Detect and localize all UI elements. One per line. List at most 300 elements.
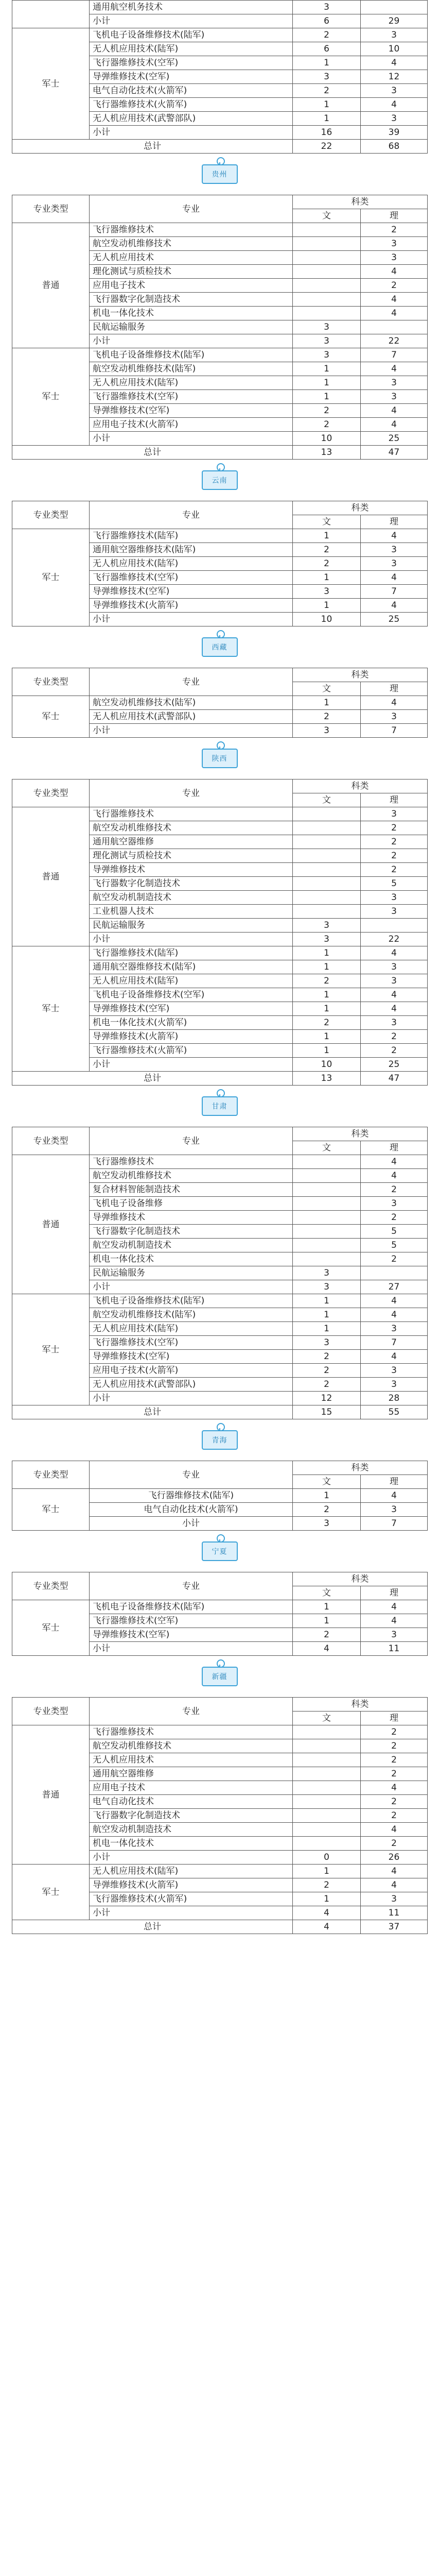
- li-cell: 2: [361, 1030, 428, 1044]
- li-cell: 4: [361, 1489, 428, 1503]
- wen-cell: [293, 223, 361, 237]
- li-cell: 2: [361, 1795, 428, 1809]
- li-cell: 3: [361, 891, 428, 905]
- table-row: [12, 223, 428, 237]
- wen-cell: [293, 1225, 361, 1239]
- wen-cell: 3: [293, 1336, 361, 1350]
- wen-cell: 10: [293, 613, 361, 626]
- table-row: [12, 348, 428, 362]
- li-cell: 7: [361, 724, 428, 738]
- wen-cell: [293, 1823, 361, 1837]
- province-banner: [0, 738, 439, 779]
- major-type-cell: [12, 1, 90, 28]
- li-cell: 11: [361, 1642, 428, 1656]
- header-subject: 科类: [293, 1698, 428, 1711]
- total-wen: 15: [293, 1405, 361, 1419]
- wen-cell: 2: [293, 710, 361, 724]
- wen-cell: 4: [293, 1642, 361, 1656]
- table-row: [12, 946, 428, 960]
- total-label: 总计: [12, 140, 293, 154]
- major-cell: 飞机电子设备维修技术(空军): [90, 988, 293, 1002]
- wen-cell: [293, 849, 361, 863]
- major-cell: 机电一体化技术: [90, 1252, 293, 1266]
- li-cell: 22: [361, 334, 428, 348]
- major-cell: 导弹维修技术(空军): [90, 1350, 293, 1364]
- major-cell: 飞机电子设备维修技术(陆军): [90, 1294, 293, 1308]
- total-label: 总计: [12, 1920, 293, 1934]
- wen-cell: [293, 1739, 361, 1753]
- wen-cell: 1: [293, 599, 361, 613]
- wen-cell: 2: [293, 28, 361, 42]
- major-type-cell: 军士: [12, 1294, 90, 1405]
- major-type-cell: 普通: [12, 1155, 90, 1294]
- subtotal-label: 小计: [90, 1392, 293, 1405]
- major-cell: 导弹维修技术(空军): [90, 404, 293, 418]
- major-cell: 飞机电子设备维修: [90, 1197, 293, 1211]
- li-cell: 3: [361, 1364, 428, 1378]
- wen-cell: [293, 1183, 361, 1197]
- wen-cell: 1: [293, 1030, 361, 1044]
- li-cell: 4: [361, 1781, 428, 1795]
- wen-cell: 4: [293, 1906, 361, 1920]
- plan-table: [12, 1127, 428, 1419]
- province-tag-icon: 西藏: [202, 637, 238, 657]
- header-subject: 科类: [293, 1572, 428, 1586]
- li-cell: 3: [361, 112, 428, 126]
- wen-cell: 3: [293, 348, 361, 362]
- table-row: [12, 1600, 428, 1614]
- header-row: [12, 668, 428, 682]
- li-cell: 2: [361, 1837, 428, 1851]
- major-cell: 机电一体化技术(火箭军): [90, 1016, 293, 1030]
- plan-table: [12, 668, 428, 738]
- province-banner: [0, 1419, 439, 1461]
- major-type-cell: 军士: [12, 1865, 90, 1920]
- li-cell: 2: [361, 1725, 428, 1739]
- major-cell: 飞行器数字化制造技术: [90, 1225, 293, 1239]
- major-cell: 飞行器数字化制造技术: [90, 877, 293, 891]
- wen-cell: 1: [293, 960, 361, 974]
- header-row: [12, 1461, 428, 1475]
- total-row: [12, 1405, 428, 1419]
- major-cell: 飞行器维修技术(火箭军): [90, 98, 293, 112]
- wen-cell: 2: [293, 1503, 361, 1517]
- wen-cell: [293, 821, 361, 835]
- table-row: [12, 807, 428, 821]
- major-cell: 工业机器人技术: [90, 905, 293, 919]
- province-tag-icon: 宁夏: [202, 1541, 238, 1561]
- wen-cell: 1: [293, 1892, 361, 1906]
- wen-cell: 3: [293, 1517, 361, 1531]
- li-cell: 26: [361, 1851, 428, 1865]
- wen-cell: 2: [293, 1378, 361, 1392]
- li-cell: 4: [361, 1823, 428, 1837]
- header-type: 专业类型: [12, 1698, 90, 1725]
- major-cell: 导弹维修技术: [90, 863, 293, 877]
- wen-cell: [293, 279, 361, 293]
- wen-cell: [293, 863, 361, 877]
- wen-cell: 1: [293, 988, 361, 1002]
- subtotal-label: 小计: [90, 432, 293, 446]
- wen-cell: 1: [293, 1600, 361, 1614]
- li-cell: 7: [361, 348, 428, 362]
- major-cell: 飞行器维修技术(陆军): [90, 946, 293, 960]
- li-cell: 2: [361, 835, 428, 849]
- subtotal-label: 小计: [90, 1280, 293, 1294]
- major-type-cell: 军士: [12, 28, 90, 140]
- major-cell: 通用航空器维修技术(陆军): [90, 960, 293, 974]
- wen-cell: 3: [293, 724, 361, 738]
- li-cell: 4: [361, 1878, 428, 1892]
- subtotal-label: 小计: [90, 613, 293, 626]
- wen-cell: [293, 251, 361, 265]
- wen-cell: 1: [293, 1044, 361, 1058]
- province-banner: [0, 154, 439, 195]
- plan-table: [12, 195, 428, 460]
- major-cell: 电气自动化技术(火箭军): [90, 1503, 293, 1517]
- wen-cell: 1: [293, 362, 361, 376]
- header-li: 理: [361, 1711, 428, 1725]
- li-cell: 4: [361, 1614, 428, 1628]
- wen-cell: [293, 1239, 361, 1252]
- total-label: 总计: [12, 1072, 293, 1086]
- li-cell: 2: [361, 1211, 428, 1225]
- li-cell: 4: [361, 404, 428, 418]
- header-major: 专业: [90, 1572, 293, 1600]
- li-cell: 4: [361, 418, 428, 432]
- header-major: 专业: [90, 1127, 293, 1155]
- major-cell: 应用电子技术: [90, 279, 293, 293]
- major-cell: 航空发动机维修技术: [90, 237, 293, 251]
- li-cell: 2: [361, 279, 428, 293]
- major-cell: 导弹维修技术(火箭军): [90, 1878, 293, 1892]
- wen-cell: 6: [293, 14, 361, 28]
- wen-cell: 12: [293, 1392, 361, 1405]
- major-cell: 民航运输服务: [90, 320, 293, 334]
- wen-cell: 2: [293, 84, 361, 98]
- major-cell: 复合材料智能制造技术: [90, 1183, 293, 1197]
- wen-cell: 2: [293, 1628, 361, 1642]
- li-cell: [361, 1, 428, 14]
- major-cell: 无人机应用技术(陆军): [90, 1865, 293, 1878]
- major-cell: 航空发动机维修技术(陆军): [90, 696, 293, 710]
- total-wen: 4: [293, 1920, 361, 1934]
- header-major: 专业: [90, 1461, 293, 1489]
- li-cell: 11: [361, 1906, 428, 1920]
- table-row: [12, 1155, 428, 1169]
- wen-cell: [293, 1252, 361, 1266]
- major-cell: 航空发动机维修技术: [90, 821, 293, 835]
- major-cell: 通用航空器维修技术(陆军): [90, 543, 293, 557]
- li-cell: 5: [361, 877, 428, 891]
- li-cell: 7: [361, 585, 428, 599]
- li-cell: 2: [361, 1044, 428, 1058]
- header-wen: 文: [293, 793, 361, 807]
- header-row: [12, 779, 428, 793]
- li-cell: 3: [361, 1378, 428, 1392]
- wen-cell: 3: [293, 334, 361, 348]
- li-cell: 4: [361, 1002, 428, 1016]
- li-cell: 25: [361, 1058, 428, 1072]
- header-wen: 文: [293, 209, 361, 223]
- header-row: [12, 1698, 428, 1711]
- province-banner: [0, 460, 439, 501]
- wen-cell: 3: [293, 1, 361, 14]
- province-banner: [0, 1531, 439, 1572]
- li-cell: 4: [361, 293, 428, 307]
- li-cell: 2: [361, 849, 428, 863]
- wen-cell: [293, 1211, 361, 1225]
- li-cell: 3: [361, 390, 428, 404]
- major-type-cell: 军士: [12, 529, 90, 626]
- wen-cell: [293, 1197, 361, 1211]
- province-banner: [0, 1656, 439, 1697]
- major-type-cell: 军士: [12, 696, 90, 738]
- wen-cell: [293, 1725, 361, 1739]
- subtotal-label: 小计: [90, 334, 293, 348]
- wen-cell: 2: [293, 557, 361, 571]
- li-cell: 2: [361, 863, 428, 877]
- table-row: [12, 28, 428, 42]
- header-row: [12, 1572, 428, 1586]
- major-cell: 无人机应用技术(武警部队): [90, 1378, 293, 1392]
- table-row: [12, 1725, 428, 1739]
- total-li: 47: [361, 446, 428, 460]
- li-cell: 3: [361, 376, 428, 390]
- major-cell: 导弹维修技术(空军): [90, 585, 293, 599]
- wen-cell: 2: [293, 1364, 361, 1378]
- header-type: 专业类型: [12, 668, 90, 696]
- wen-cell: 10: [293, 1058, 361, 1072]
- wen-cell: [293, 265, 361, 279]
- header-type: 专业类型: [12, 779, 90, 807]
- major-cell: 飞行器数字化制造技术: [90, 1809, 293, 1823]
- subtotal-label: 小计: [90, 933, 293, 946]
- wen-cell: 6: [293, 42, 361, 56]
- li-cell: 3: [361, 251, 428, 265]
- wen-cell: 2: [293, 418, 361, 432]
- major-cell: 飞行器维修技术(陆军): [90, 529, 293, 543]
- province-tag-icon: 甘肃: [202, 1096, 238, 1116]
- li-cell: 29: [361, 14, 428, 28]
- major-cell: 航空发动机制造技术: [90, 1823, 293, 1837]
- li-cell: 4: [361, 1865, 428, 1878]
- total-label: 总计: [12, 1405, 293, 1419]
- header-major: 专业: [90, 668, 293, 696]
- header-wen: 文: [293, 1475, 361, 1489]
- wen-cell: [293, 1753, 361, 1767]
- li-cell: 2: [361, 1809, 428, 1823]
- li-cell: 27: [361, 1280, 428, 1294]
- major-cell: 通用航空器维修: [90, 1767, 293, 1781]
- wen-cell: [293, 1169, 361, 1183]
- li-cell: 4: [361, 98, 428, 112]
- wen-cell: 1: [293, 390, 361, 404]
- major-cell: 导弹维修技术(空军): [90, 1628, 293, 1642]
- major-cell: 飞机电子设备维修技术(陆军): [90, 28, 293, 42]
- header-type: 专业类型: [12, 195, 90, 223]
- wen-cell: [293, 293, 361, 307]
- wen-cell: 2: [293, 1878, 361, 1892]
- wen-cell: 1: [293, 112, 361, 126]
- header-type: 专业类型: [12, 1461, 90, 1489]
- major-cell: 机电一体化技术: [90, 307, 293, 320]
- wen-cell: 1: [293, 1002, 361, 1016]
- li-cell: 4: [361, 571, 428, 585]
- major-cell: 电气自动化技术(火箭军): [90, 84, 293, 98]
- total-li: 68: [361, 140, 428, 154]
- wen-cell: [293, 877, 361, 891]
- li-cell: 2: [361, 1753, 428, 1767]
- header-li: 理: [361, 209, 428, 223]
- major-cell: 航空发动机制造技术: [90, 891, 293, 905]
- wen-cell: 1: [293, 1294, 361, 1308]
- header-li: 理: [361, 682, 428, 696]
- province-banner: [0, 626, 439, 668]
- major-cell: 无人机应用技术(陆军): [90, 1322, 293, 1336]
- wen-cell: 1: [293, 696, 361, 710]
- header-subject: 科类: [293, 668, 428, 682]
- major-cell: 飞行器维修技术: [90, 1725, 293, 1739]
- wen-cell: 1: [293, 529, 361, 543]
- li-cell: 7: [361, 1517, 428, 1531]
- major-cell: 飞行器维修技术(空军): [90, 1336, 293, 1350]
- major-cell: 无人机应用技术(武警部队): [90, 710, 293, 724]
- subtotal-label: 小计: [90, 1517, 293, 1531]
- province-tag-icon: 陕西: [202, 749, 238, 768]
- wen-cell: 2: [293, 1350, 361, 1364]
- wen-cell: 1: [293, 1865, 361, 1878]
- wen-cell: [293, 905, 361, 919]
- header-major: 专业: [90, 779, 293, 807]
- major-cell: 理化测试与质检技术: [90, 849, 293, 863]
- plan-table: [12, 0, 428, 154]
- li-cell: 2: [361, 1252, 428, 1266]
- total-li: 47: [361, 1072, 428, 1086]
- header-type: 专业类型: [12, 501, 90, 529]
- li-cell: 4: [361, 56, 428, 70]
- header-subject: 科类: [293, 1127, 428, 1141]
- wen-cell: 1: [293, 1489, 361, 1503]
- header-subject: 科类: [293, 779, 428, 793]
- li-cell: 3: [361, 84, 428, 98]
- subtotal-label: 小计: [90, 14, 293, 28]
- li-cell: 28: [361, 1392, 428, 1405]
- major-cell: 无人机应用技术(武警部队): [90, 112, 293, 126]
- header-li: 理: [361, 1475, 428, 1489]
- li-cell: 3: [361, 1503, 428, 1517]
- li-cell: 25: [361, 432, 428, 446]
- li-cell: [361, 919, 428, 933]
- header-subject: 科类: [293, 1461, 428, 1475]
- li-cell: 3: [361, 1892, 428, 1906]
- major-cell: 航空发动机制造技术: [90, 1239, 293, 1252]
- li-cell: 3: [361, 557, 428, 571]
- wen-cell: [293, 1155, 361, 1169]
- major-cell: 航空发动机维修技术: [90, 1169, 293, 1183]
- li-cell: 4: [361, 307, 428, 320]
- li-cell: 3: [361, 543, 428, 557]
- li-cell: 4: [361, 1600, 428, 1614]
- li-cell: 4: [361, 1350, 428, 1364]
- li-cell: 2: [361, 1739, 428, 1753]
- plan-table: [12, 779, 428, 1086]
- major-cell: 导弹维修技术: [90, 1211, 293, 1225]
- li-cell: 39: [361, 126, 428, 140]
- total-wen: 13: [293, 446, 361, 460]
- major-cell: 机电一体化技术: [90, 1837, 293, 1851]
- subtotal-label: 小计: [90, 1851, 293, 1865]
- wen-cell: 3: [293, 320, 361, 334]
- major-cell: 应用电子技术(火箭军): [90, 418, 293, 432]
- plan-table: [12, 1572, 428, 1656]
- li-cell: 4: [361, 1155, 428, 1169]
- subtotal-label: 小计: [90, 1906, 293, 1920]
- major-cell: 航空发动机维修技术: [90, 1739, 293, 1753]
- plan-table: [12, 1461, 428, 1531]
- li-cell: 2: [361, 821, 428, 835]
- major-type-cell: 普通: [12, 807, 90, 946]
- header-wen: 文: [293, 682, 361, 696]
- province-banner: [0, 1086, 439, 1127]
- li-cell: 4: [361, 1169, 428, 1183]
- major-cell: 飞行器维修技术(火箭军): [90, 1892, 293, 1906]
- major-cell: 无人机应用技术: [90, 251, 293, 265]
- total-li: 37: [361, 1920, 428, 1934]
- subtotal-label: 小计: [90, 1058, 293, 1072]
- province-tag-icon: 贵州: [202, 164, 238, 184]
- subtotal-label: 小计: [90, 126, 293, 140]
- wen-cell: 2: [293, 543, 361, 557]
- header-row: [12, 1127, 428, 1141]
- major-cell: 飞机电子设备维修技术(陆军): [90, 348, 293, 362]
- wen-cell: [293, 1781, 361, 1795]
- li-cell: 12: [361, 70, 428, 84]
- major-type-cell: 军士: [12, 1489, 90, 1531]
- li-cell: 5: [361, 1225, 428, 1239]
- wen-cell: [293, 1767, 361, 1781]
- header-li: 理: [361, 515, 428, 529]
- major-cell: 飞行器维修技术(空军): [90, 390, 293, 404]
- major-cell: 航空发动机维修技术(陆军): [90, 1308, 293, 1322]
- table-row: [12, 1489, 428, 1503]
- wen-cell: [293, 807, 361, 821]
- wen-cell: [293, 891, 361, 905]
- header-major: 专业: [90, 501, 293, 529]
- major-cell: 飞行器维修技术: [90, 223, 293, 237]
- header-row: [12, 501, 428, 515]
- header-wen: 文: [293, 1711, 361, 1725]
- major-cell: 导弹维修技术(空军): [90, 1002, 293, 1016]
- wen-cell: 2: [293, 974, 361, 988]
- major-cell: 民航运输服务: [90, 1266, 293, 1280]
- li-cell: 4: [361, 529, 428, 543]
- major-cell: 应用电子技术: [90, 1781, 293, 1795]
- major-cell: 理化测试与质检技术: [90, 265, 293, 279]
- wen-cell: 1: [293, 1322, 361, 1336]
- header-li: 理: [361, 1586, 428, 1600]
- major-cell: 通用航空器维修: [90, 835, 293, 849]
- li-cell: 3: [361, 1322, 428, 1336]
- wen-cell: 3: [293, 585, 361, 599]
- table-row: [12, 529, 428, 543]
- wen-cell: 3: [293, 1266, 361, 1280]
- li-cell: 3: [361, 1197, 428, 1211]
- wen-cell: 1: [293, 571, 361, 585]
- major-cell: 飞行器数字化制造技术: [90, 293, 293, 307]
- wen-cell: 16: [293, 126, 361, 140]
- li-cell: 3: [361, 974, 428, 988]
